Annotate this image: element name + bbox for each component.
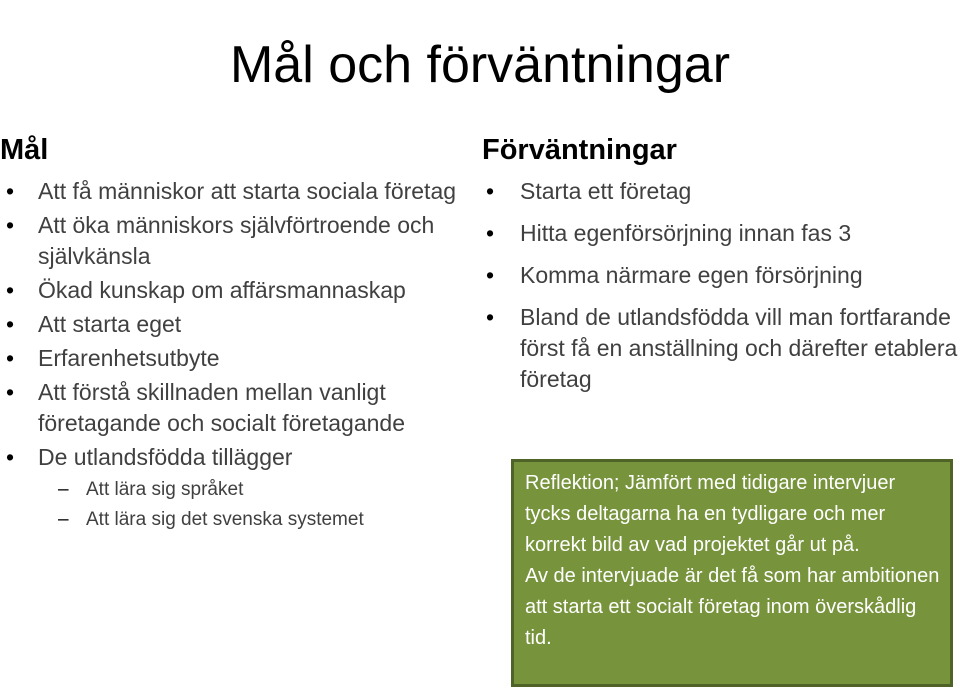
expectations-list: [482, 176, 960, 395]
expectation-item: • Starta ett företag: [482, 176, 960, 207]
expectation-item: • Komma närmare egen försörjning: [482, 260, 960, 291]
goal-item: • Att förstå skillnaden mellan vanligt företagande och socialt företagande: [0, 377, 470, 439]
goals-list: [0, 176, 470, 533]
goals-heading: Mål: [0, 134, 49, 166]
expectation-item: • Bland de utlandsfödda vill man fortfarande först få en anställning och därefter etablera företag: [482, 302, 960, 395]
goal-item: • Erfarenhetsutbyte: [0, 343, 470, 374]
goal-item: • Att få människor att starta sociala företag: [0, 176, 470, 207]
goal-item: • Ökad kunskap om affärsmannaskap: [0, 275, 470, 306]
expectations-column: [482, 132, 960, 406]
expectation-item: • Hitta egenförsörjning innan fas 3: [482, 218, 960, 249]
reflection-box: [511, 459, 953, 687]
goal-item: • Att starta eget: [0, 309, 470, 340]
slide-title: Mål och förväntningar: [229, 35, 731, 94]
goal-subitem: – Att lära sig det svenska systemet: [0, 506, 470, 533]
goal-item: • De utlandsfödda tillägger: [0, 442, 470, 473]
reflection-paragraph: Reflektion; Jämfört med tidigare intervjuer tycks deltagarna ha en tydligare och mer korrekt bild av vad projektet går ut på.: [525, 472, 896, 556]
goal-item: • Att öka människors självförtroende och självkänsla: [0, 210, 470, 272]
goals-column: [0, 132, 470, 536]
goal-subitem: – Att lära sig språket: [0, 476, 470, 503]
expectations-heading: Förväntningar: [482, 134, 677, 166]
reflection-paragraph: Av de intervjuade är det få som har ambitionen att starta ett socialt företag inom överskådlig tid.: [525, 565, 940, 649]
